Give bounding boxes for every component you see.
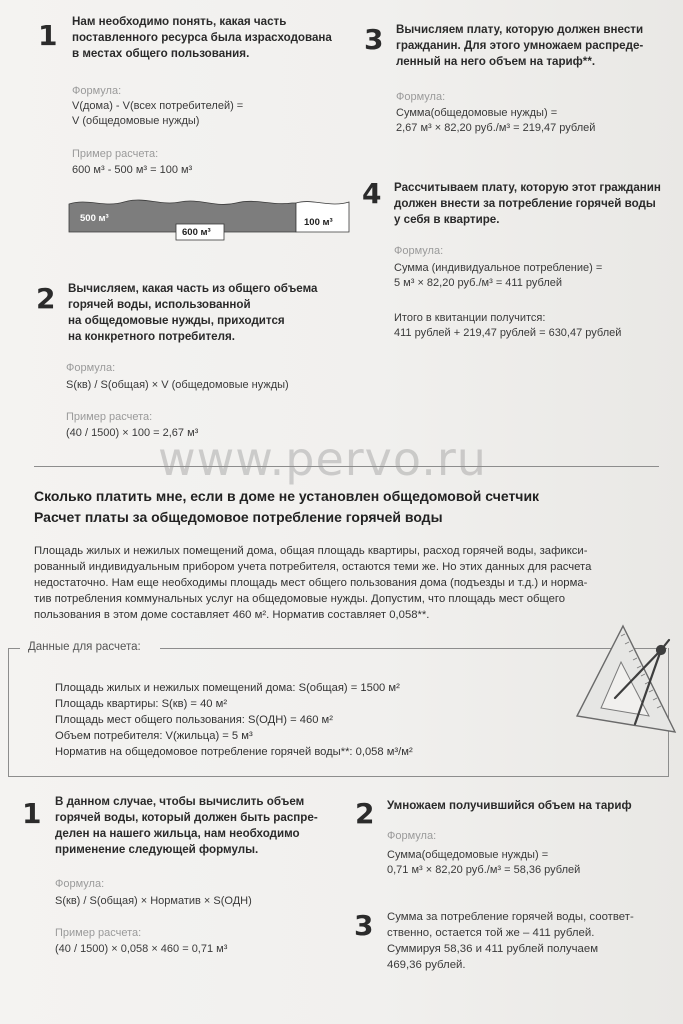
volume-diagram xyxy=(68,196,350,244)
bottom-step-1-text xyxy=(55,794,318,858)
step-2-line: Вычисляем, какая часть из общего объема xyxy=(68,282,318,295)
formula-line: Сумма (индивидуальное потребление) = xyxy=(394,262,603,274)
bottom-step-1-line: горячей воды, который должен быть распре- xyxy=(55,811,318,824)
bottom-step-1-line: делен на нашего жильца, нам необходимо xyxy=(55,827,300,840)
step-2-line: горячей воды, использованной xyxy=(68,298,251,311)
bottom-step-3-text xyxy=(387,909,634,973)
bottom-step-2-text xyxy=(387,798,632,814)
formula-label: Формула: xyxy=(396,91,446,103)
bottom-step-3-line: Суммируя 58,36 и 411 рублей получаем xyxy=(387,943,599,955)
bottom-step-3-line: Сумма за потребление горячей воды, соответ- xyxy=(387,911,634,923)
formula-line: 2,67 м³ × 82,20 руб./м³ = 219,47 рублей xyxy=(396,122,596,134)
step-1-line: в местах общего пользования. xyxy=(72,47,250,60)
formula-label: Формула: xyxy=(394,245,444,257)
bottom-step-1-line: В данном случае, чтобы вычислить объем xyxy=(55,795,305,808)
drafting-tools-svg xyxy=(565,620,683,740)
example: 600 м³ - 500 м³ = 100 м³ xyxy=(72,164,193,176)
step-4-line: Рассчитываем плату, которую этот гражданин xyxy=(394,181,661,194)
bottom-step-3-number: 3 xyxy=(354,909,374,942)
example-label: Пример расчета: xyxy=(66,411,153,423)
total-line: 411 рублей + 219,47 рублей = 630,47 рублей xyxy=(394,327,622,339)
data-line: Норматив на общедомовое потребление горячей воды**: 0,058 м³/м² xyxy=(55,746,413,758)
data-line: Площадь квартиры: S(кв) = 40 м² xyxy=(55,698,228,710)
example-label: Пример расчета: xyxy=(55,927,142,939)
step-3-text xyxy=(396,22,643,70)
volume-600-label: 600 м³ xyxy=(182,227,211,238)
bottom-step-2-number: 2 xyxy=(355,797,375,830)
formula-label: Формула: xyxy=(72,85,122,97)
example: (40 / 1500) × 0,058 × 460 = 0,71 м³ xyxy=(55,943,228,955)
formula-label: Формула: xyxy=(66,362,116,374)
step-1-line: Нам необходимо понять, какая часть xyxy=(72,15,287,28)
formula-line: V(дома) - V(всех потребителей) = xyxy=(72,100,244,112)
volume-500-label: 500 м³ xyxy=(80,213,109,224)
watermark: www.pervo.ru xyxy=(158,432,487,486)
data-box-label: Данные для расчета: xyxy=(28,641,141,653)
formula-line: Сумма(общедомовые нужды) = xyxy=(387,849,549,861)
step-3-line: ленный на него объем на тариф**. xyxy=(396,55,596,68)
total-line: Итого в квитанции получится: xyxy=(394,312,546,324)
bottom-step-1-number: 1 xyxy=(22,797,42,830)
volume-100-label: 100 м³ xyxy=(304,217,333,228)
step-4-number: 4 xyxy=(362,177,382,210)
step-2-line: на общедомовые нужды, приходится xyxy=(68,314,285,327)
section-paragraph xyxy=(34,543,660,623)
formula-line: V (общедомовые нужды) xyxy=(72,115,200,127)
step-2-number: 2 xyxy=(36,282,56,315)
drafting-tools-illustration xyxy=(565,620,683,740)
paragraph-line: пользования в этом доме составляет 460 м². Норматив составляет 0,058**. xyxy=(34,609,430,621)
data-line: Площадь жилых и нежилых помещений дома: S(общая) = 1500 м² xyxy=(55,682,400,694)
formula-label: Формула: xyxy=(55,878,105,890)
formula xyxy=(72,99,243,129)
example-label: Пример расчета: xyxy=(72,148,159,160)
formula: S(кв) / S(общая) × V (общедомовые нужды) xyxy=(66,379,289,391)
data-box-border xyxy=(8,648,20,649)
step-3-line: гражданин. Для этого умножаем распреде- xyxy=(396,39,644,52)
bottom-step-3-line: 469,36 рублей. xyxy=(387,959,466,971)
paragraph-line: недостаточно. Нам еще необходимы площадь мест общего пользования дома (подъезды и т.д.) и норма- xyxy=(34,577,588,589)
section-heading: Сколько платить мне, если в доме не установлен общедомовой счетчик xyxy=(34,488,540,504)
step-4-text xyxy=(394,180,661,228)
step-4-line: у себя в квартире. xyxy=(394,213,500,226)
formula-label: Формула: xyxy=(387,830,437,842)
section-subheading: Расчет платы за общедомовое потребление горячей воды xyxy=(34,509,443,525)
paragraph-line: рованный индивидуальным прибором учета потребителя, остаются теми же. Но этих данных для расчета xyxy=(34,561,592,573)
step-1-number: 1 xyxy=(38,19,58,52)
paragraph-line: тив потребления коммунальных услуг на общедомовые нужды. Допустим, что площадь мест общего xyxy=(34,593,566,605)
step-3-number: 3 xyxy=(364,23,384,56)
data-line: Площадь мест общего пользования: S(ОДН) = 460 м² xyxy=(55,714,333,726)
step-3-line: Вычисляем плату, которую должен внести xyxy=(396,23,644,36)
data-line: Объем потребителя: V(жильца) = 5 м³ xyxy=(55,730,253,742)
formula xyxy=(387,848,580,878)
formula-line: Сумма(общедомовые нужды) = xyxy=(396,107,558,119)
bottom-step-2-line: Умножаем получившийся объем на тариф xyxy=(387,799,632,812)
paragraph-line: Площадь жилых и нежилых помещений дома, общая площадь квартиры, расход горячей воды, зафикси- xyxy=(34,545,588,557)
total-summary xyxy=(394,311,621,341)
section-divider xyxy=(34,466,659,467)
formula xyxy=(396,106,595,136)
step-2-line: на конкретного потребителя. xyxy=(68,330,235,343)
formula: S(кв) / S(общая) × Норматив × S(ОДН) xyxy=(55,895,252,907)
data-box-lines xyxy=(55,680,413,760)
bottom-step-1-line: применение следующей формулы. xyxy=(55,843,259,856)
formula-line: 0,71 м³ × 82,20 руб./м³ = 58,36 рублей xyxy=(387,864,581,876)
step-1-text xyxy=(72,14,332,62)
step-4-line: должен внести за потребление горячей воды xyxy=(394,197,656,210)
step-1-line: поставленного ресурса была израсходована xyxy=(72,31,332,44)
bottom-step-3-line: ственно, остается той же – 411 рублей. xyxy=(387,927,595,939)
step-2-text xyxy=(68,281,317,345)
example: (40 / 1500) × 100 = 2,67 м³ xyxy=(66,427,199,439)
formula-line: 5 м³ × 82,20 руб./м³ = 411 рублей xyxy=(394,277,563,289)
formula xyxy=(394,261,602,291)
